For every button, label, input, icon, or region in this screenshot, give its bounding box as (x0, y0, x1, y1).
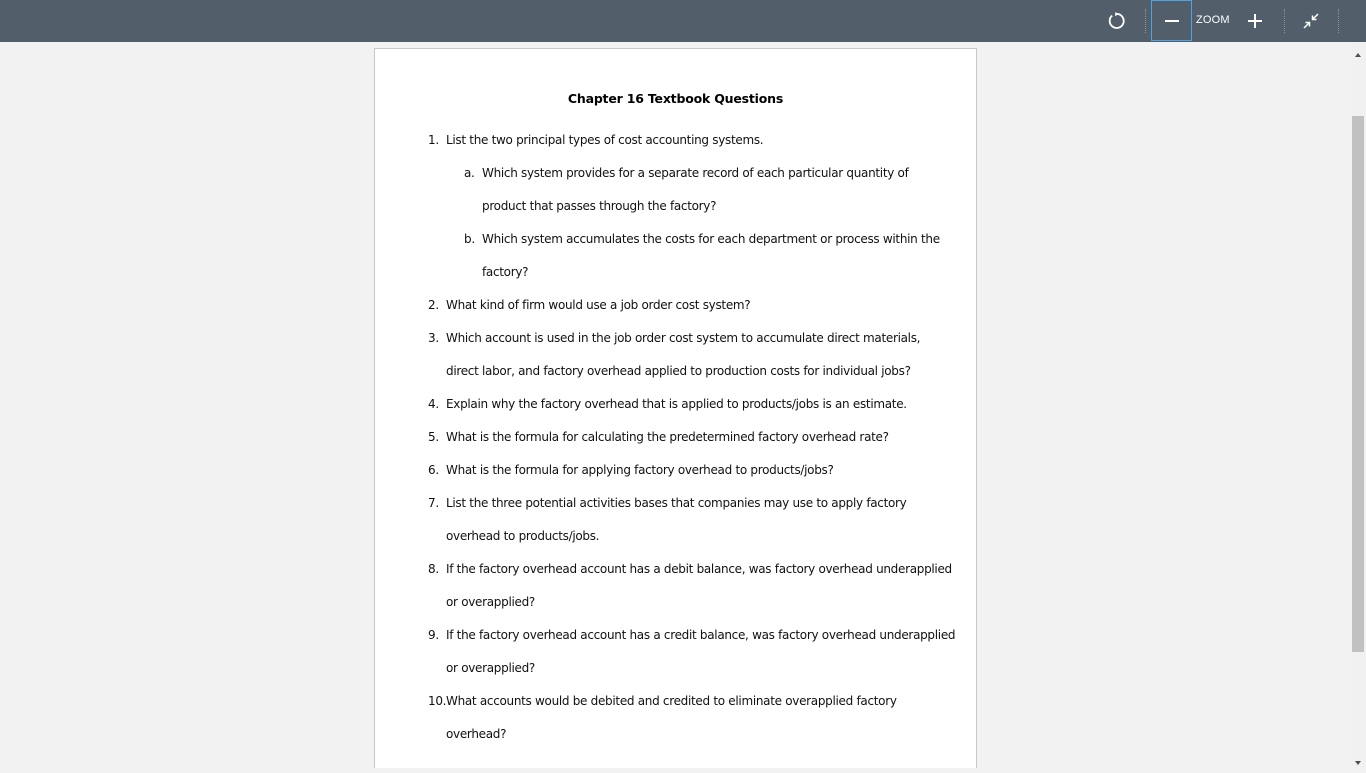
question-number: 2. (428, 298, 439, 312)
exit-fullscreen-icon (1303, 13, 1319, 29)
scroll-up-icon (1350, 49, 1366, 61)
vertical-scrollbar[interactable] (1350, 42, 1366, 768)
question-number: 1. (428, 133, 439, 147)
question-line: or overapplied? (446, 595, 535, 609)
subitem-letter: a. (464, 166, 475, 180)
zoom-out-button[interactable] (1151, 0, 1192, 41)
scroll-down-icon (1350, 757, 1366, 769)
question-number: 5. (428, 430, 439, 444)
question-item (428, 619, 958, 685)
question-number: 9. (428, 628, 439, 642)
question-item (428, 322, 958, 388)
question-line: Which system accumulates the costs for each department or process within the (482, 232, 940, 246)
question-line: product that passes through the factory? (482, 199, 717, 213)
question-line: overhead to products/jobs. (446, 529, 600, 543)
zoom-label: ZOOM (1196, 14, 1230, 26)
question-line: Which account is used in the job order cost system to accumulate direct materials, (446, 331, 921, 345)
viewer-toolbar (0, 0, 1366, 42)
question-line: List the three potential activities bases that companies may use to apply factory (446, 496, 907, 510)
scrollbar-thumb[interactable] (1352, 116, 1364, 652)
document-page (374, 48, 977, 768)
question-number: 4. (428, 397, 439, 411)
question-item (428, 487, 958, 553)
rotate-icon (1107, 12, 1125, 30)
question-number: 8. (428, 562, 439, 576)
subitem-letter: b. (464, 232, 475, 246)
question-line: If the factory overhead account has a debit balance, was factory overhead underapplied (446, 562, 952, 576)
question-line: factory? (482, 265, 529, 279)
question-item (428, 685, 958, 751)
question-number: 10. (428, 694, 447, 708)
question-subitem (428, 157, 958, 223)
question-number: 7. (428, 496, 439, 510)
question-item (428, 124, 958, 157)
question-number: 3. (428, 331, 439, 345)
question-item (428, 421, 958, 454)
scroll-up-button[interactable] (1350, 46, 1366, 58)
question-item (428, 553, 958, 619)
document-viewport (0, 42, 1350, 768)
scroll-down-button[interactable] (1350, 754, 1366, 766)
minus-icon (1165, 14, 1179, 28)
question-line: If the factory overhead account has a credit balance, was factory overhead underapplied (446, 628, 956, 642)
question-item (428, 388, 958, 421)
question-line: or overapplied? (446, 661, 535, 675)
question-line: What accounts would be debited and credited to eliminate overapplied factory overhead? (446, 694, 897, 741)
question-line: What kind of firm would use a job order cost system? (446, 298, 751, 312)
question-line: List the two principal types of cost accounting systems. (446, 133, 764, 147)
question-list (428, 124, 958, 751)
plus-icon (1248, 14, 1262, 28)
toolbar-divider (1338, 9, 1339, 33)
question-line: Explain why the factory overhead that is applied to products/jobs is an estimate. (446, 397, 907, 411)
document-title: Chapter 16 Textbook Questions (567, 91, 784, 106)
question-line: What is the formula for calculating the predetermined factory overhead rate? (446, 430, 889, 444)
exit-fullscreen-button[interactable] (1292, 0, 1330, 42)
question-item (428, 289, 958, 322)
question-number: 6. (428, 463, 439, 477)
toolbar-divider (1284, 9, 1285, 33)
toolbar-divider (1145, 9, 1146, 33)
rotate-button[interactable] (1096, 0, 1136, 42)
question-subitem (428, 223, 958, 289)
question-line: Which system provides for a separate record of each particular quantity of (482, 166, 909, 180)
zoom-in-button[interactable] (1236, 0, 1274, 42)
question-line: direct labor, and factory overhead applied to production costs for individual jobs? (446, 364, 911, 378)
question-line: What is the formula for applying factory overhead to products/jobs? (446, 463, 834, 477)
question-item (428, 454, 958, 487)
